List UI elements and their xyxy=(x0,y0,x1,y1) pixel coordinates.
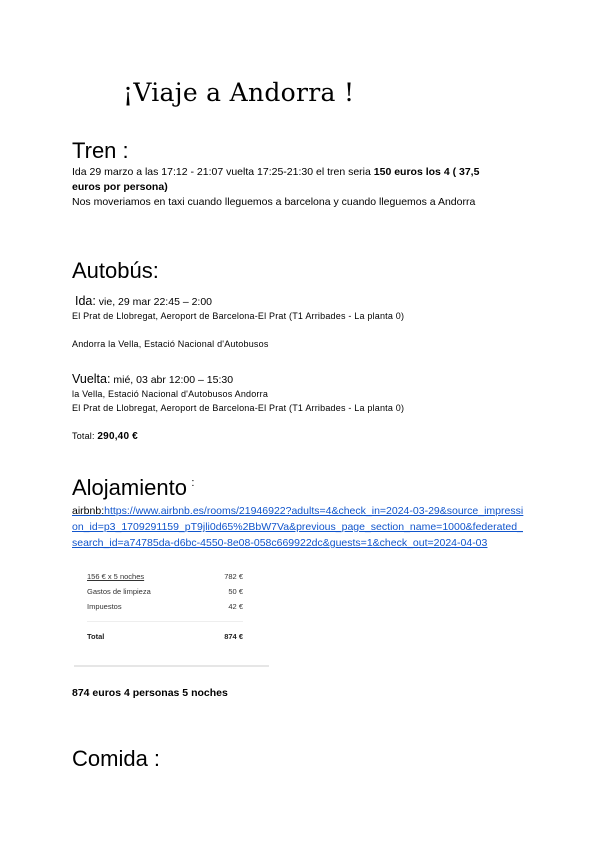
autobus-heading: Autobús: xyxy=(72,258,159,283)
ida-label: Ida: xyxy=(75,294,96,308)
price-row-taxes xyxy=(87,602,243,611)
price-row-value: 50 € xyxy=(228,587,243,596)
page-title: ¡Viaje a Andorra ! xyxy=(123,78,355,107)
price-total-label: Total xyxy=(87,632,105,641)
tren-line-3: Nos moveriamos en taxi cuando lleguemos a barcelona y cuando lleguemos a Andorra xyxy=(72,196,476,208)
price-row-total xyxy=(87,632,243,641)
ida-detail: vie, 29 mar 22:45 – 2:00 xyxy=(95,296,213,308)
vuelta-destination: El Prat de Llobregat, Aeroport de Barcelona-El Prat (T1 Arribades - La planta 0) xyxy=(72,403,405,413)
price-divider xyxy=(87,621,243,622)
ida-line xyxy=(75,292,212,310)
vuelta-detail: mié, 03 abr 12:00 – 15:30 xyxy=(110,374,234,386)
airbnb-link[interactable]: https://www.airbnb.es/rooms/21946922?adults=4&check_in=2024-03-29&source_impression_id=p3_1709291159_pT9jli0d65%2BbW7Va&previous_page_section_name=1000&federated_search_id=a74785da-d6bc-4550-8e08-058c669922dc&guests=1&check_out=2024-04-03 xyxy=(72,505,524,549)
price-row-label: Impuestos xyxy=(87,602,122,611)
vuelta-label: Vuelta: xyxy=(72,372,111,386)
autobus-total-value: 290,40 € xyxy=(97,431,138,442)
price-breakdown-card xyxy=(74,561,269,667)
tren-line-2: euros por persona) xyxy=(72,181,168,193)
vuelta-origin: la Vella, Estació Nacional d'Autobusos Andorra xyxy=(72,389,269,399)
price-row-value: 42 € xyxy=(228,602,243,611)
price-row-cleaning xyxy=(87,587,243,596)
ida-origin: El Prat de Llobregat, Aeroport de Barcelona-El Prat (T1 Arribades - La planta 0) xyxy=(72,311,405,321)
price-row-value: 782 € xyxy=(224,572,243,581)
alojamiento-heading: Alojamiento xyxy=(72,475,187,500)
price-row-label[interactable]: 156 € x 5 noches xyxy=(87,572,145,581)
alojamiento-summary: 874 euros 4 personas 5 noches xyxy=(72,687,228,699)
tren-schedule-text: Ida 29 marzo a las 17:12 - 21:07 vuelta 17:25-21:30 el tren seria xyxy=(72,166,374,178)
autobus-total-label: Total: xyxy=(72,431,98,441)
tren-line-1 xyxy=(72,166,479,178)
airbnb-label: airbnb: xyxy=(72,505,105,517)
alojamiento-heading-row xyxy=(72,475,194,501)
price-row-label: Gastos de limpieza xyxy=(87,587,151,596)
alojamiento-heading-colon: : xyxy=(191,477,195,489)
airbnb-link-block xyxy=(72,503,524,551)
comida-heading: Comida : xyxy=(72,746,161,771)
vuelta-line xyxy=(72,370,233,388)
price-total-value: 874 € xyxy=(224,632,243,641)
tren-heading: Tren : xyxy=(72,138,129,163)
autobus-total xyxy=(72,431,138,442)
ida-destination: Andorra la Vella, Estació Nacional d'Autobusos xyxy=(72,339,269,349)
price-row-nights xyxy=(87,572,243,581)
tren-price-text: 150 euros los 4 ( 37,5 xyxy=(373,166,480,178)
